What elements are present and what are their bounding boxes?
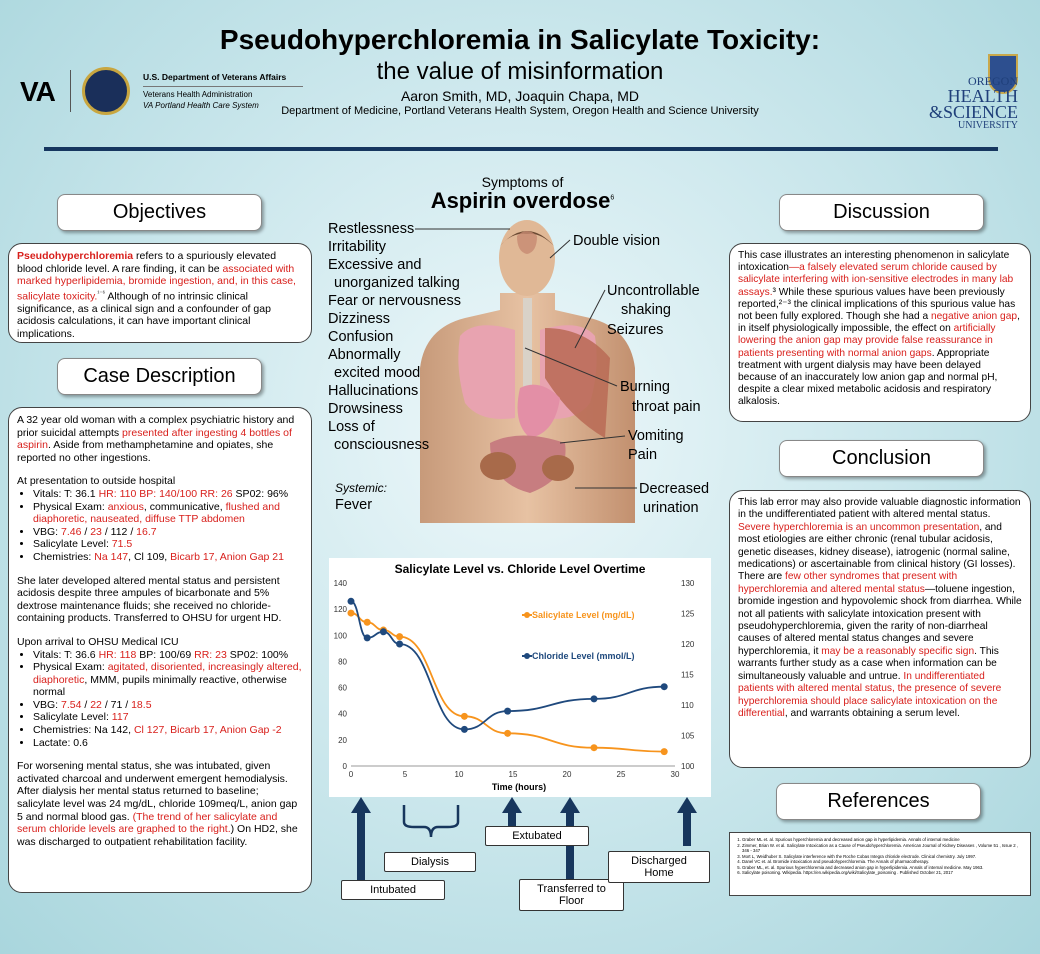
symptoms-heading-small: Symptoms of: [481, 174, 564, 190]
symptom-label: Irritability: [328, 239, 387, 255]
symptom-label: Dizziness: [328, 311, 391, 327]
list-item: • Salicylate Level: 117: [33, 711, 303, 724]
ohsu-line3: &SCIENCE: [928, 102, 1018, 122]
y-tick-left: 20: [338, 735, 347, 745]
divider: [70, 70, 71, 112]
y-tick-right: 125: [681, 609, 695, 619]
y-tick-left: 100: [333, 631, 347, 641]
y-tick-right: 120: [681, 640, 695, 649]
arrow-up-icon: [351, 797, 371, 881]
objectives-heading: Objectives: [57, 194, 262, 231]
data-point-1: [364, 634, 371, 641]
ohsu-line4: UNIVERSITY: [958, 120, 1018, 131]
data-point-0: [504, 730, 511, 737]
x-tick: 30: [670, 770, 680, 779]
salicylate-chloride-chart: [329, 558, 711, 797]
header-rule: [44, 147, 998, 151]
y-tick-left: 80: [338, 657, 347, 667]
list-item: • Chemistries: Na 147, Cl 109, Bicarb 17, Anion Gap 21: [33, 551, 303, 564]
authors: Aaron Smith, MD, Joaquin Chapa, MD: [400, 88, 640, 104]
case-heading: Case Description: [57, 358, 262, 395]
va-admin: Veterans Health Administration: [143, 90, 253, 99]
references-heading: References: [776, 783, 981, 820]
objectives-text: refers to a spuriously elevated blood chloride level. A rare finding, it can be: [17, 250, 277, 275]
symptom-label: Fear or nervousness: [328, 293, 461, 309]
symptom-label: Abnormally: [328, 347, 401, 363]
va-seal-icon: [82, 67, 130, 115]
list-item: • Lactate: 0.6: [33, 737, 303, 750]
symptom-label: excited mood: [334, 365, 421, 381]
symptom-vomiting: Vomiting: [628, 428, 684, 444]
y-tick-right: 100: [681, 762, 695, 771]
dialysis-brace-icon: [404, 805, 458, 837]
x-tick: 5: [402, 770, 408, 779]
reference-item: 5. Graber ML, et. al. Spurious hyperchloremia and decreased anion gap in hyperlipidemia. Annals of internal medicine. May 1963.: [742, 865, 1025, 871]
symptom-label: Hallucinations: [328, 383, 419, 399]
symptom-throat-pain: throat pain: [632, 399, 701, 415]
legend-chloride: Chloride Level (mmol/L): [532, 651, 635, 661]
case-outside-heading: At presentation to outside hospital: [17, 475, 176, 488]
reference-item: 1. Graber ML et. al. Spurious hyperchloremia and decreased anion gap in hyperlipidemia. Annals of internal medicine: [742, 837, 1025, 843]
symptom-label: Excessive and: [328, 257, 422, 273]
symptom-shaking: shaking: [621, 302, 671, 318]
chart-legend: [522, 610, 635, 661]
symptoms-figure: [325, 168, 720, 528]
data-point-1: [661, 683, 668, 690]
symptom-double-vision: Double vision: [573, 233, 661, 249]
discussion-heading: Discussion: [779, 194, 984, 231]
conclusion-heading: Conclusion: [779, 440, 984, 477]
symptom-uncontrollable: Uncontrollable: [607, 283, 700, 299]
list-item: • VBG: 7.54 / 22 / 71 / 18.5: [33, 699, 303, 712]
case-box: [8, 407, 312, 893]
symptom-burning: Burning: [620, 379, 670, 395]
symptom-urination: urination: [643, 500, 699, 516]
symptom-label: Drowsiness: [328, 401, 403, 417]
symptoms-heading: Aspirin overdose$^6$: [430, 188, 615, 213]
symptom-fever: Fever: [335, 497, 373, 513]
symptom-systemic: Systemic:: [335, 481, 388, 495]
conclusion-box: This lab error may also provide valuable diagnostic information in the undifferentiated patient with altered mental status. Severe hyperchloremia is an uncommon presentation, and most etiologies are either chronic (renal tubular acidosis, genetic diseases, kidney disease), iatrogenic (normal saline, medications) or ascertainable from clinical history (GI losses). There are few other syndromes that present with hyperchloremia and altered mental status—toluene ingestion, bromide ingestion and hypovolemic shock from diarrhea. While not all patients with salicylate intoxication present with pseudohyperchloremia, given the rarity of non-diarrheal causes of altered mental status changes and severe hyperchloremia, it may be a reasonably specific sign. This warrants further study as a case when information can be simultaneously valuable and untrue. In undifferentiated patients with altered mental status, the presence of severe hyperchloremia should place salicylate intoxication on the differential, and warrants obtaining a serum level.: [729, 490, 1031, 768]
list-item: • Physical Exam: agitated, disoriented, increasingly altered, diaphoretic, MMM, pupils minimally reactive, otherwise normal: [33, 661, 303, 699]
data-point-0: [396, 633, 403, 640]
label-dialysis: Dialysis: [384, 852, 476, 872]
case-icu-heading: Upon arrival to OHSU Medical ICU: [17, 635, 179, 648]
data-point-1: [380, 628, 387, 635]
data-point-0: [661, 748, 668, 755]
symptom-label: Loss of: [328, 419, 375, 435]
symptom-seizures: Seizures: [607, 322, 664, 338]
references-box: [729, 832, 1031, 896]
label-discharged: Discharged Home: [608, 851, 710, 883]
va-wordmark: VA: [20, 76, 55, 107]
case-course: She later developed altered mental status and persistent acidosis despite three ampules of bicarbonate and 5% dextrose maintenance fluids; she received no chloride-containing products. Transferred to OHSU for urgent HD.: [17, 574, 282, 625]
list-item: • Physical Exam: anxious, communicative, flushed and diaphoretic, nauseated, diffuse TTP abdomen: [33, 501, 303, 526]
data-point-1: [348, 598, 355, 605]
y-tick-right: 115: [681, 670, 694, 680]
objectives-text-2: Although of no intrinsic clinical significance, as a clinical sign and a confounder of gap acidosis calculations, it can have important clinical implications.: [17, 290, 271, 341]
poster-subtitle: the value of misinformation: [376, 58, 664, 85]
label-transferred: Transferred to Floor: [519, 879, 624, 911]
objectives-term: Pseudohyperchloremia: [17, 250, 134, 262]
data-point-1: [396, 641, 403, 648]
symptom-label: unorganized talking: [334, 275, 460, 291]
label-extubated: Extubated: [485, 826, 589, 846]
data-point-0: [364, 619, 371, 626]
list-item: • Chemistries: Na 142, Cl 127, Bicarb 17, Anion Gap -2: [33, 724, 303, 737]
y-tick-left: 140: [333, 579, 347, 588]
reference-item: 2. Zimmer, Brian W. et al. Salicylate Intoxication as a Cause of Pseudohyperchloremia. American Journal of Kidney Diseases , Volume 51 , Issue 2 , 346 - 347: [742, 843, 1025, 854]
arrow-up-icon: [677, 797, 697, 846]
data-point-1: [504, 708, 511, 715]
case-icu-list: [17, 649, 303, 750]
symptom-pain: Pain: [628, 447, 658, 463]
list-item: • VBG: 7.46 / 23 / 112 / 16.7: [33, 526, 303, 539]
objectives-citation: ¹⁻⁶: [97, 290, 105, 297]
x-tick: 25: [616, 770, 626, 779]
list-item: • Salicylate Level: 71.5: [33, 538, 303, 551]
ohsu-line1: OREGON: [968, 74, 1018, 88]
chart-xlabel: Time (hours): [491, 782, 547, 792]
discussion-box: This case illustrates an interesting phenomenon in salicylate intoxication—a falsely elevated serum chloride caused by salicylate interfering with ion-sensitive electrodes in many lab assays.³ While these spurious values have been previously reported,²⁻³ the clinical implications of this spurious value has not been fully explored. Though she had a negative anion gap, in itself physiologically impossible, the effect on artificially lowering the anion gap may provide false reassurance in patients presenting with normal anion gaps. Appropriate treatment with urgent dialysis may have been delayed because of an inaccurately low anion gap and normal pH, despite a clear mixed metabolic acidosis and respiratory alkalosis.: [729, 243, 1031, 422]
reference-item: 3. Mort L, Weidhuber S. Salicylate interference with the Roche Cobas Integra chloride electrode. Clinical chemistry. July 1997.: [742, 854, 1025, 860]
data-point-0: [348, 610, 355, 617]
x-tick: 20: [562, 770, 572, 779]
symptom-label: consciousness: [334, 437, 430, 453]
y-tick-left: 40: [338, 709, 347, 719]
y-tick-right: 130: [681, 579, 695, 588]
list-item: • Vitals: T: 36.1 HR: 110 BP: 140/100 RR: 26 SP02: 96%: [33, 488, 303, 501]
y-tick-left: 0: [342, 762, 347, 771]
y-tick-right: 110: [681, 701, 694, 710]
ohsu-line2: HEALTH: [947, 86, 1018, 106]
objectives-highlight: associated with marked hyperlipidemia, bromide ingestion, and, in this case, salicylate toxicity.: [17, 262, 296, 303]
case-outcome: For worsening mental status, she was intubated, given activated charcoal and underwent emergent hemodialysis. After dialysis her mental status returned to baseline; salicylate level was 24 mg/dL, chloride 109meq/L, anion gap 5 and normal blood gas. (The trend of her salicylate and serum chloride levels are graphed to the right.) On HD2, she was discharged to outpatient rehabilitation facility.: [17, 760, 298, 848]
data-point-0: [591, 744, 598, 751]
y-tick-left: 120: [333, 605, 347, 615]
x-tick: 15: [508, 770, 518, 779]
poster-title: Pseudohyperchloremia in Salicylate Toxicity:: [219, 24, 821, 55]
data-point-0: [461, 713, 468, 720]
chart-svg: [329, 558, 711, 797]
case-intro: A 32 year old woman with a complex psychiatric history and prior suicidal attempts presented after ingesting 4 bottles of aspirin. Aside from methamphetamine and opiates, she reported no other ingestions.: [17, 414, 295, 464]
symptom-leader-lines: [325, 168, 720, 528]
reference-item: 6. Salicylate poisoning. Wikipedia. https://en.wikipedia.org/wiki/Salicylate_poisoning . Published October 21, 2017: [742, 870, 1025, 876]
x-tick: 10: [454, 770, 464, 779]
symptom-decreased: Decreased: [639, 481, 710, 497]
va-system: VA Portland Health Care System: [143, 101, 259, 110]
va-text-block: [143, 72, 303, 111]
objectives-box: [8, 243, 312, 343]
case-outside-list: [17, 488, 303, 564]
symptom-label: Restlessness: [328, 221, 415, 237]
va-dept: U.S. Department of Veterans Affairs: [143, 72, 287, 82]
y-tick-right: 105: [681, 731, 695, 741]
reference-item: 4. Danel VC et. al. Bromide intoxication and pseudohyperchloremia. The Annals of pharmacotherapy.: [742, 859, 1025, 865]
label-intubated: Intubated: [341, 880, 445, 900]
data-point-1: [591, 695, 598, 702]
data-point-1: [461, 726, 468, 733]
legend-salicylate: Salicylate Level (mg/dL): [532, 610, 635, 620]
chart-title: Salicylate Level vs. Chloride Level Overtime: [394, 562, 646, 576]
x-tick: 0: [348, 770, 354, 779]
affiliation: Department of Medicine, Portland Veterans Health System, Oregon Health and Science University: [281, 105, 759, 117]
list-item: • Vitals: T: 36.6 HR: 118 BP: 100/69 RR: 23 SP02: 100%: [33, 649, 303, 662]
y-tick-left: 60: [338, 683, 347, 693]
symptom-label: Confusion: [328, 329, 394, 345]
